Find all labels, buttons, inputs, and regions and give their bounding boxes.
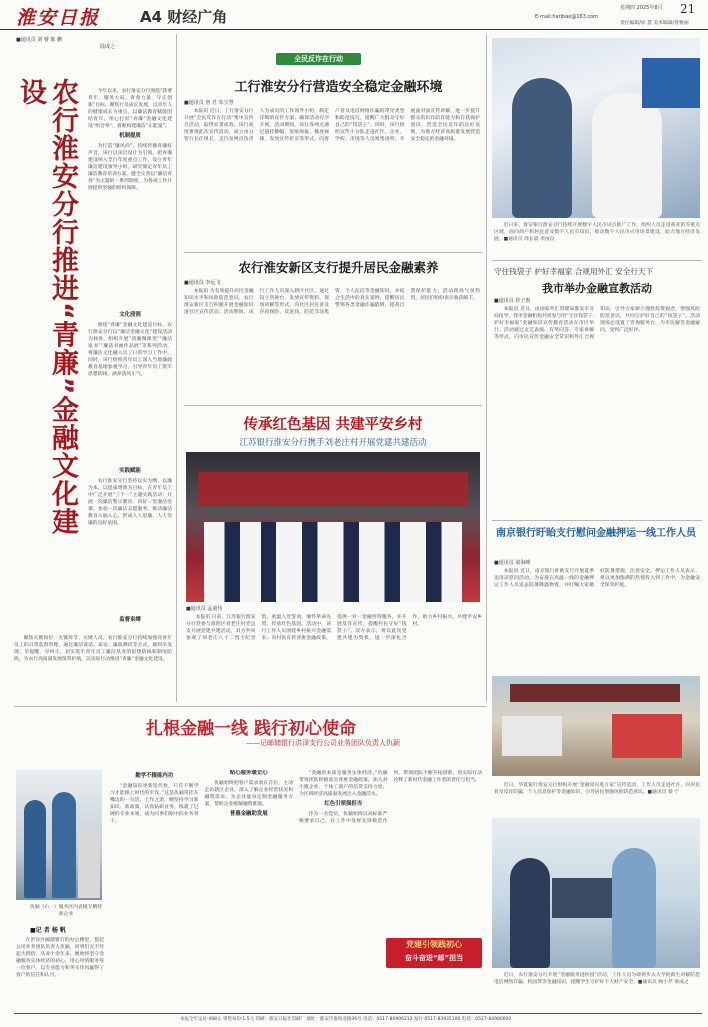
top-right-caption: 近日来，淮安银行淮安分行持续开展数字人民币试点推广工作，组织人员走进商业街等重点区域，面向商户和居民普及数字人民币知识，推动数字人民币应用场景建设，助力地方经济发展。■通讯员 周长震 李由良: [494, 223, 700, 242]
feature-para-3: “金融的本质是服务实体经济。”仇颖带领团队积极落实普惠金融政策，加大对小微企业、个体工商户的信贷支持力度，为区域经济高质量发展注入金融活水。: [299, 771, 388, 797]
feature-sub-3: 普惠金融助发展: [229, 811, 268, 817]
jiangsu-headline: 我市举办金融宣教活动: [542, 282, 652, 295]
left-headline: [14, 78, 78, 548]
jiangsu-body: 本报讯 近日，由国家外汇管理局淮安市分局指导、我市金融机构共同参与的“守住钱袋子·护好幸福家”金融知识宣传教育活动在市区举行。活动通过文艺表演、有奖问答、专家讲解等形式，向市民宣传金融安全常识和外汇合规知识，引导大家树立理性投资观念，增强风险防范意识，共同守护好自己的“钱袋子”。活动现场还设置了咨询服务台，为市民解答金融疑问，受到广泛好评。: [494, 307, 700, 340]
left-para-3: 农行淮安分行坚持以实为纲，以廉为本，以提质增效为目标，在青年员工中广泛开展“三个一”主题实践活动：开展一次廉洁警示教育、讲好一堂廉洁党课、参加一次廉洁志愿服务，推动廉洁教育入脑入心，形成人人思廉、人人崇廉的良好氛围。: [88, 479, 172, 526]
jsbank-subheadline: 江苏银行淮安分行携手刘老庄村开展党建共建活动: [239, 438, 427, 448]
jsbank-headline: 传承红色基因 共建平安乡村: [243, 417, 423, 433]
top-right-photo: [492, 38, 700, 218]
left-para-1: 为打造“廉风尚”，持续传播青廉好声音，该行以顶层设计为引领，把青廉建设纳入全行年度重点工作，设立青年廉洁建设领导小组，研究制定青年员工廉洁教育培训方案，健全完善以“廉洁青春”为主题的一系列制度，为各项工作开展提供坚强的组织保障。: [88, 144, 172, 191]
feature-headline: 扎根金融一线 践行初心使命: [146, 719, 356, 739]
photo-person-shape: [510, 858, 550, 968]
left-sub-4: 监督束缚: [119, 617, 141, 623]
nongshang-byline: ■通讯员 李远飞: [184, 280, 221, 286]
section-title: A4 财经广角: [140, 8, 228, 26]
nanjing-body: 本报讯 近日，南京银行盱眙支行开展夏季送清凉慰问活动，为奋战在高温一线的金融押运工作人员送去防暑降温物资，并叮嘱大家做好防暑措施，注意安全。押运工作人员表示，将以更加饱满的热情投入到工作中，为金融安全保驾护航。: [494, 569, 700, 588]
photo-person-shape: [612, 848, 656, 968]
photo-sign-shape: [510, 684, 680, 702]
left-article: [88, 88, 172, 668]
photo-figure-shape: [592, 93, 662, 218]
email: E-mail:haribao@163.com: [535, 14, 599, 20]
feature-body: [110, 770, 482, 1010]
divider: [176, 34, 177, 702]
feature-para-2: 仇颖始终把客户需求放在首位，主动走访辖区企业，深入了解企业经营状况和融资需求，为企业量身定制金融服务方案，帮助企业破解融资难题。: [204, 781, 293, 807]
icbc-body: 本报讯 近日，工行淮安分行开展“全民反诈在行动”集中宣传月活动，取得显著成效。该行高度重视此次宣传活动，成立由分管行长任组长、支行及网点负责人为成员的工作领导小组，制定详细的宣传方案，确保活动有序开展。活动期间，该行各网点通过悬挂横幅、张贴海报、播放视频、发放宣传折页等形式，向客户普及电信网络诈骗的常见类型和防范技巧，提醒广大群众守好自己的“钱袋子”。同时，该行组织宣传小分队走进社区、企业、学校、市场等人员密集场所，开展面对面宣传讲解，进一步提升群众的识诈防诈能力和自我保护意识，营造全民反诈的良好氛围，为地方经济高质量发展营造安全稳定的金融环境。: [184, 109, 480, 142]
bottom-right-bottom-photo: [492, 818, 700, 968]
left-para-4: 聚焦关键岗位、关键环节、关键人员，农行淮安分行持续加强对青年员工的日常监督管理，通过廉洁谈话、家访、廉政测试等方式，做到早发现、早提醒、早纠正，切实筑牢青年员工廉洁从业的思想防线和制度防线，为农行高质量发展保驾护航，以实际行动推进“青廉”金融文化建设。: [14, 636, 172, 662]
divider: [492, 260, 702, 261]
feature-intro: 在洪泽区邮储银行的办公楼里，提起公司业务团队负责人仇颖，同事们无不竖起大拇指。从业十余年来，她始终坚守金融服务实体经济的初心，用心用情服务每一位客户，以专业能力和务实作风赢得了客户的信任和认可。: [16, 938, 104, 978]
left-para-2: 围绕“青廉”金融文化建设目标，农行淮安分行以“廉洁金融文化”建设活动为载体，组织开展“清廉微课堂”“廉洁家书”“廉洁书画作品展”等系列活动，将廉洁文化融入员工日常学习工作中。同时，该行组织青年员工深入当地廉政教育基地参观学习，引导青年员工筑牢思想防线，涵养清风正气。: [88, 323, 172, 377]
left-article-tail: [14, 635, 172, 700]
icbc-byline: ■通讯员 詹 君 朱宝慧: [184, 100, 234, 106]
photo-person-shape: [24, 800, 46, 898]
photo-person-shape: [52, 792, 76, 898]
left-sub-1: 机制提质: [119, 133, 141, 139]
divider: [492, 520, 702, 521]
photo-banner-shape: [198, 472, 468, 506]
icbc-headline: 工行淮安分行营造安全稳定金融环境: [234, 80, 443, 95]
photo-tent-shape: [502, 716, 562, 756]
feature-byline: ■记 者 杨 帆: [30, 927, 66, 934]
page-number: 21: [680, 2, 696, 16]
feature-photo: [16, 770, 102, 900]
masthead-logo: 淮安日报: [16, 7, 101, 29]
feature-sub-1: 勤学不辍练内功: [135, 773, 174, 779]
nanjing-byline: ■通讯员 梁海峰: [494, 560, 531, 566]
divider: [14, 706, 486, 707]
left-sub-3: 实践赋能: [119, 468, 141, 474]
feature-para-4: 作为一名党员，仇颖始终以高标准严格要求自己，在工作中发挥先锋模范作用，带领团队不断开拓创新，用实际行动诠释了新时代金融工作者的责任与担当。: [299, 771, 482, 824]
jsbank-photo: [186, 452, 480, 602]
footer-text: 本报全年定价·498元 零售每份·1.5元 印刷：淮安日报社印刷厂 地址：淮安市淮海北路36号 电话：0517-80906212 发行·0517-83935100 电话：0517-84980000: [180, 1017, 512, 1022]
party-badge-line-2: 奋斗奋进“邮”担当: [404, 954, 464, 962]
jiangsu-kicker: 守住钱袋子 护好幸福家 合规用外汇 安全行天下: [494, 267, 654, 276]
left-intro: 今年以来，农行淮安分行围绕“我要青年、服务大局、青春力量、守正创新”目标，聚焦行员成长发展，以青年人的健康成长为重点，以廉洁教育赋能团结青年，用心打好“青廉”金融文化建设“组合拳”，着眼构建廉洁“正能量”。: [88, 89, 172, 129]
party-badge: [386, 938, 482, 968]
divider: [184, 405, 482, 406]
photo-sign-shape: [642, 58, 700, 108]
jsbank-body: 本报讯 日前，江苏银行淮安分行党委与淮阴区刘老庄村党总支开展党建共建活动，双方共同参观了刘老庄八十二烈士纪念馆，重温入党誓词，缅怀革命先烈，传承红色基因。活动中，该行工作人员围绕乡村振兴金融需求，向村民宣传普惠金融政策，提供一对一金融咨询服务，并开展反诈宣传，提醒村民守好“钱袋子”。双方表示，将以此次党建共建为契机，进一步深化合作，助力乡村振兴，共建平安乡村。: [186, 615, 482, 641]
photo-tent-shape: [612, 714, 682, 758]
feature-sub-4: 红色引领强担当: [324, 801, 363, 807]
photo-machine-shape: [78, 830, 100, 898]
feature-para-1: “金融知识更新迭代快，只有不断学习才能跟上时代的步伐。”这是仇颖常挂在嘴边的一句话。工作之余，她坚持学习新知识、新政策，认真钻研业务，练就了过硬的专业本领，成为同事们眼中的业务骨干。: [110, 784, 199, 824]
anti-fraud-banner: 全民反诈在行动: [276, 53, 361, 65]
bottom-right-caption-2: 近日，农行淮安分行开展“金融服务进校园”活动，工作人员为即将步入大学的新生讲解防范电信网络诈骗、校园贷等金融知识，提醒学生守护好个人财产安全。■通讯员 顾小芹 梁成之: [494, 973, 700, 985]
divider: [486, 34, 487, 702]
feature-sub-2: 贴心服务暖企心: [229, 770, 268, 776]
left-headline-text: 农行淮安分行推进“青廉”金融文化建设: [15, 78, 78, 536]
jsbank-byline: ■通讯员 孟童伟: [186, 606, 223, 612]
nanjing-headline: 南京银行盱眙支行慰问金融押运一线工作人员: [496, 528, 696, 539]
nongshang-headline: 农行淮安新区支行提升居民金融素养: [238, 260, 439, 275]
masthead: [0, 0, 708, 30]
left-sub-2: 文化浸润: [119, 312, 141, 318]
left-byline-2: 陆成之: [100, 44, 116, 50]
footer-rule: [14, 1013, 702, 1014]
bottom-right-top-photo: [492, 676, 700, 776]
nongshang-body: 本报讯 为有效提升居民金融知识水平和风险防范意识，农行淮安新区支行积极开展金融知识进社区宣传活动。活动期间，该行工作人员深入辖区社区，通过设立咨询台、发放宣传资料、现场讲解等形式，向社区居民普及存款保险、反洗钱、防范非法集资、个人征信等金融知识，并结合生活中的真实案例，提醒居民警惕各类金融诈骗陷阱，提高自我保护能力。活动现场气氛热烈，居民们纷纷表示收获颇丰。: [184, 289, 480, 315]
photo-screen-shape: [552, 878, 612, 918]
feature-photo-caption: 仇颖（右一）服务区内省级专精特新企业: [30, 905, 102, 917]
photo-people-shape: [204, 522, 462, 602]
jiangsu-byline: ■通讯员 侍子惠: [494, 298, 531, 304]
feature-subheadline: ——记邮储银行洪泽支行公司业务团队负责人仇颖: [246, 739, 400, 747]
date: 星期四 2025年8月: [620, 5, 663, 11]
party-badge-line-1: 党建引领践初心: [406, 940, 462, 949]
bottom-right-caption-1: 近日，华夏银行淮安分行组织开展“金融知识进万家”宣传活动，工作人员走进社区，向居民普及反诈防骗、个人信息保护等金融知识，引导居民增强风险防范意识。■通讯员 蔡 宁: [494, 783, 700, 795]
editor-credit: 责任编辑/徐 慧 美术编辑/曾雅丽: [620, 21, 689, 26]
left-byline-1: ■通讯员 刘 睿 陈 鹏: [16, 37, 63, 43]
photo-figure-shape: [512, 78, 572, 218]
divider: [184, 252, 482, 253]
